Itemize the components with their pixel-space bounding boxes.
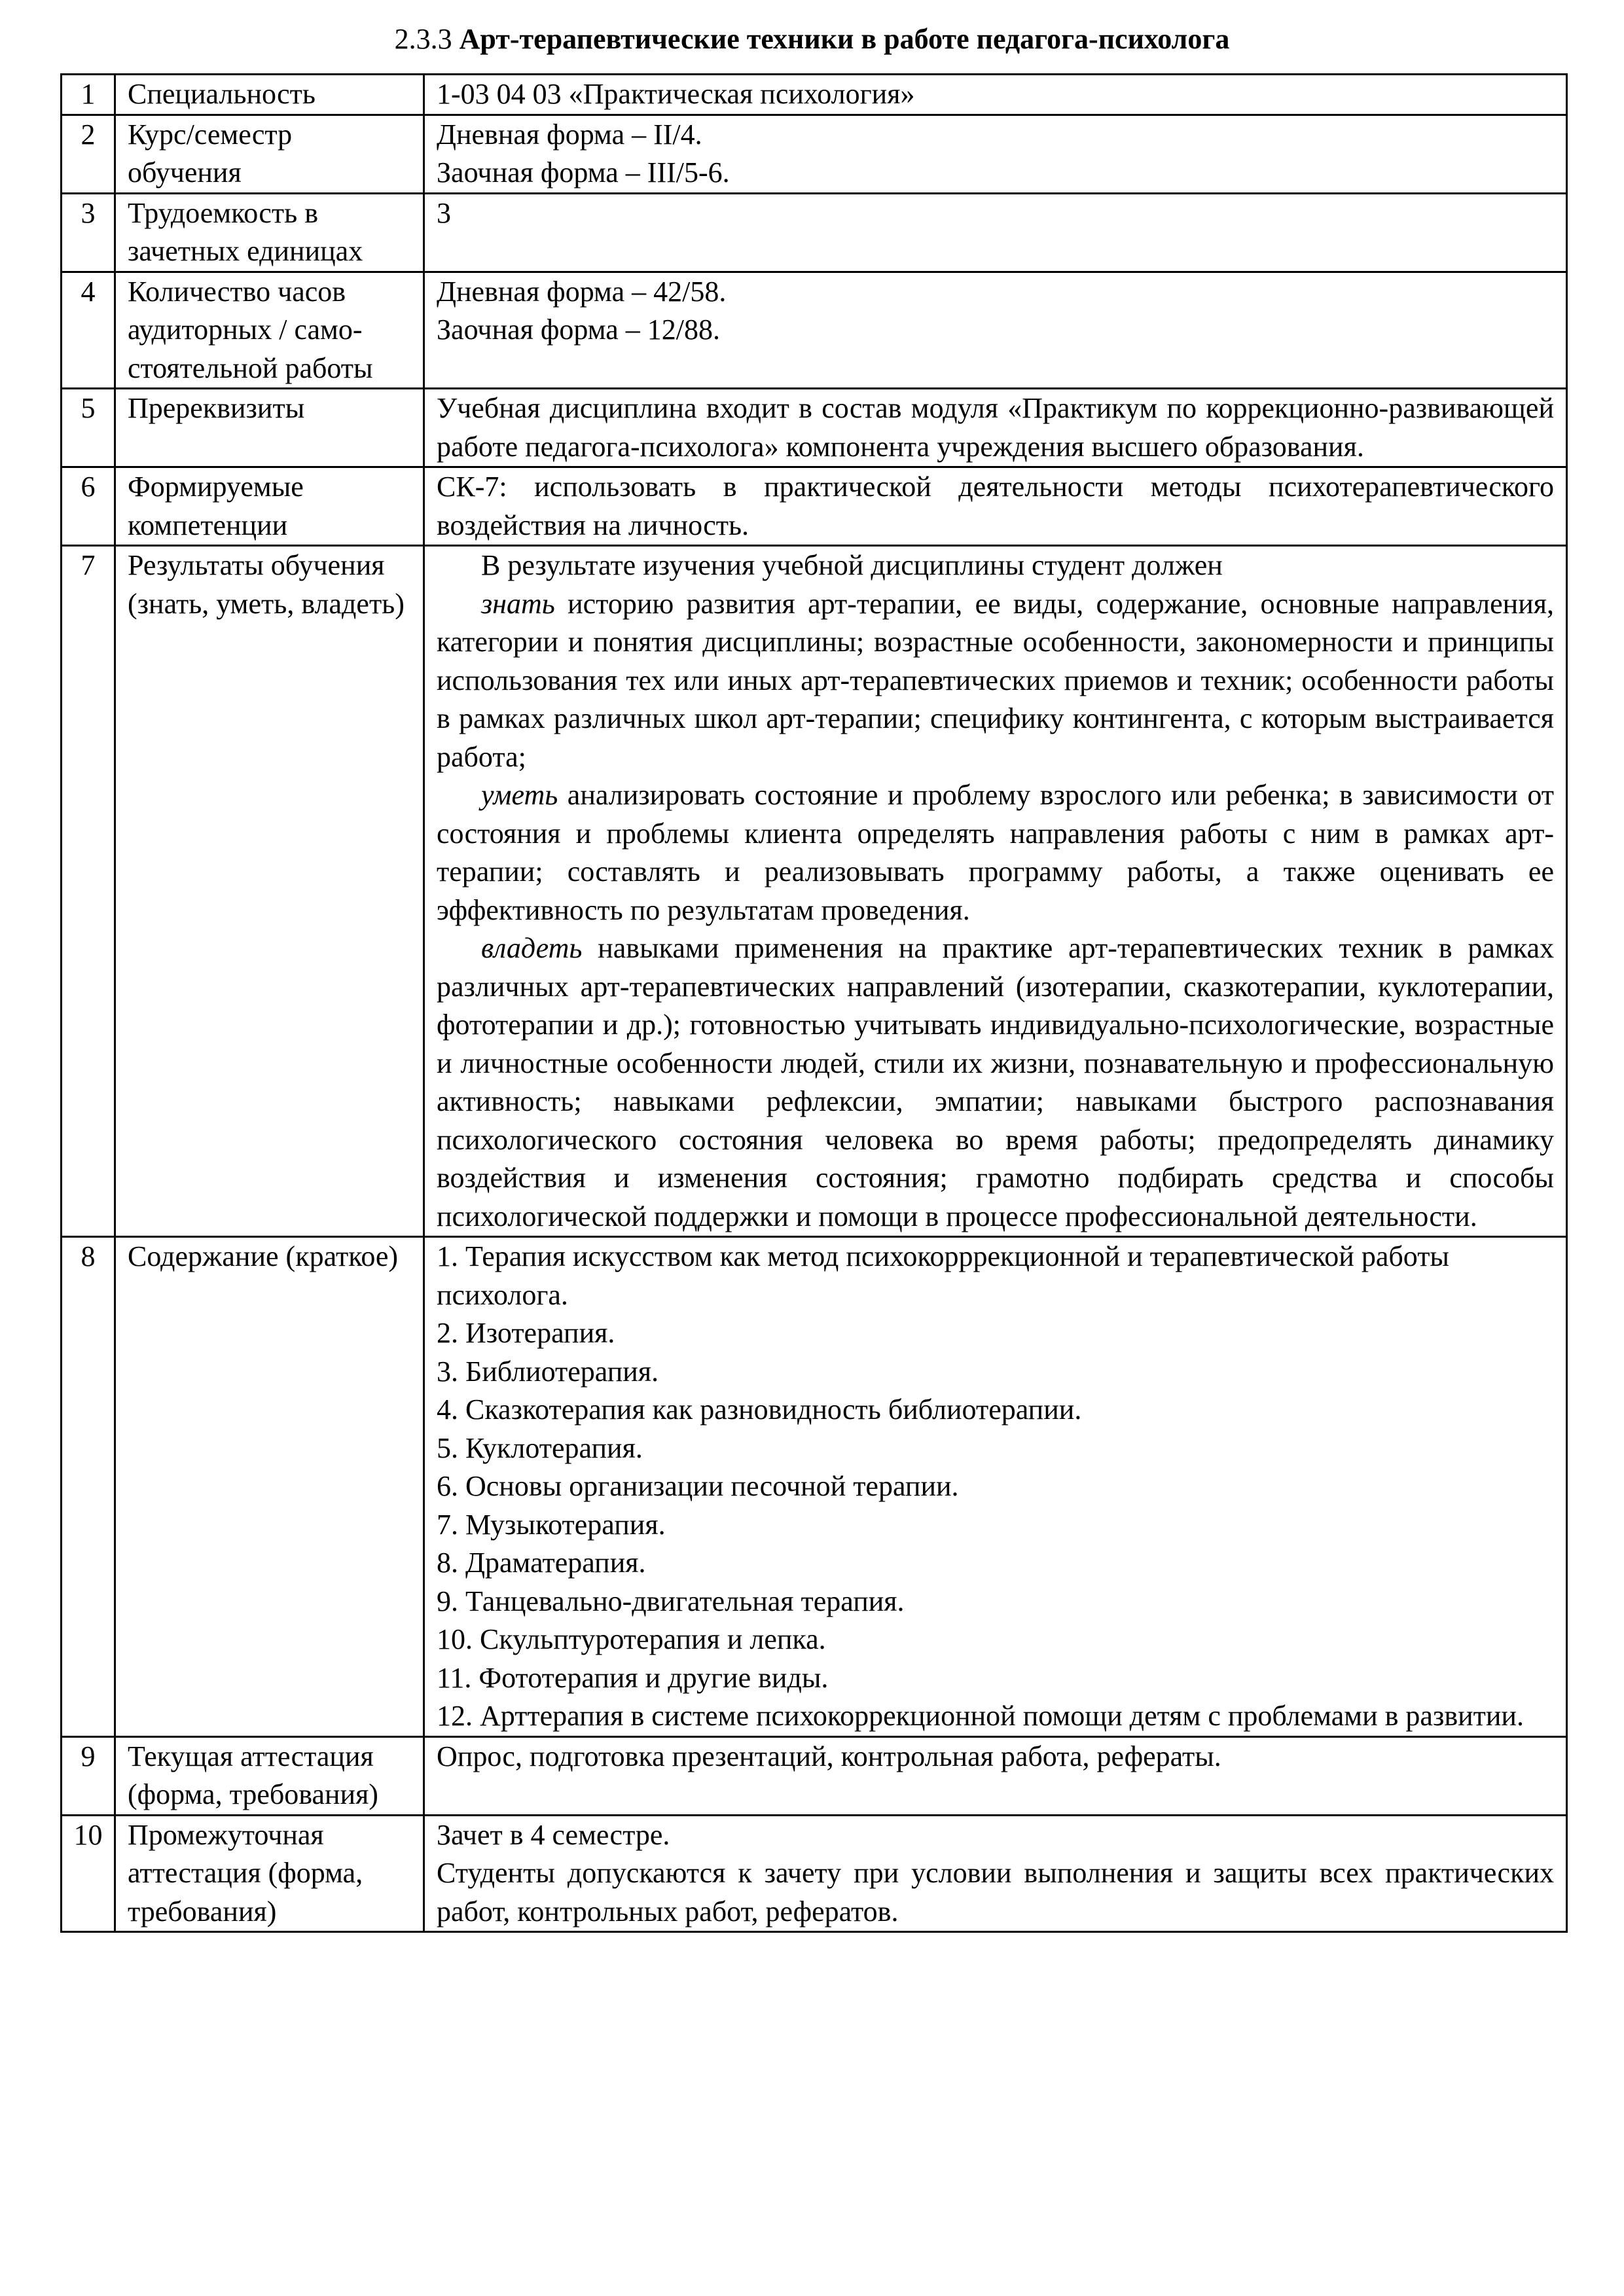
content-item: 2. Изотерапия. [437, 1317, 615, 1349]
row-value [424, 193, 1567, 272]
value-line: Зачет в 4 семестре. [437, 1818, 670, 1851]
content-item: 4. Сказкотерапия как разновидность библиотерапии. [437, 1393, 1082, 1426]
row-label: Специальность [115, 75, 424, 115]
content-item: 11. Фототерапия и другие виды. [437, 1661, 829, 1694]
row-value [424, 546, 1567, 1237]
table-row [62, 546, 1567, 1237]
table-row [62, 389, 1567, 467]
row-number: 9 [62, 1736, 115, 1815]
own-keyword: владеть [481, 932, 583, 964]
row-number: 6 [62, 467, 115, 546]
row-number: 4 [62, 272, 115, 389]
content-item: 12. Арттерапия в системе психокоррекционной помощи детям с проблемами в развитии. [437, 1700, 1524, 1732]
outcomes-intro: В результате изучения учебной дисциплины студент должен [481, 549, 1223, 581]
content-item: 6. Основы организации песочной терапии. [437, 1470, 959, 1502]
row-label: Трудоемкость в зачетных единицах [115, 193, 424, 272]
row-label: Курс/семестр обучения [115, 115, 424, 193]
content-item: 8. Драматерапия. [437, 1547, 646, 1579]
outcomes-own [437, 929, 1554, 1236]
value-line: 1-03 04 03 «Практическая психология» [437, 78, 915, 110]
content-item: 5. Куклотерапия. [437, 1431, 643, 1464]
discipline-table [60, 73, 1568, 1933]
value-text: Учебная дисциплина входит в состав модуля «Практикум по коррекционно-развивающей работе педагога-психолога» компонента учреждения высшего образования. [437, 392, 1554, 463]
table-row [62, 1237, 1567, 1737]
row-number: 7 [62, 546, 115, 1237]
row-label: Текущая аттестация (форма, требования) [115, 1736, 424, 1815]
value-line: Опрос, подготовка презентаций, контрольная работа, рефераты. [437, 1740, 1221, 1772]
value-line: 3 [437, 196, 451, 229]
row-label: Промежуточная аттестация (форма, требования) [115, 1815, 424, 1932]
content-item: 7. Музыкотерапия. [437, 1508, 666, 1541]
row-value [424, 1815, 1567, 1932]
section-title: Арт-терапевтические техники в работе педагога-психолога [459, 23, 1230, 55]
table-row [62, 193, 1567, 272]
row-number: 1 [62, 75, 115, 115]
table-row [62, 75, 1567, 115]
content-item: 9. Танцевально-двигательная терапия. [437, 1585, 905, 1617]
row-label: Количество часов аудиторных / само-стоятельной работы [115, 272, 424, 389]
value-line: Дневная форма – 42/58. [437, 275, 727, 308]
row-label: Формируемые компетенции [115, 467, 424, 546]
table-row [62, 272, 1567, 389]
can-text: анализировать состояние и проблему взрослого или ребенка; в зависимости от состояния и проблемы клиента определять направления работы с ним в рамках арт-терапии; составлять и реализовывать программу работы, а также оценивать ее эффективность по результатам проведения. [437, 779, 1554, 926]
know-text: историю развития арт-терапии, ее виды, содержание, основные направления, категории и понятия дисциплины; возрастные особенности, закономерности и принципы использования тех или иных арт-терапевтических приемов и техник; особенности работы в рамках различных школ арт-терапии; специфику контингента, с которым выстраивается работа; [437, 587, 1554, 773]
row-number: 3 [62, 193, 115, 272]
value-line: Дневная форма – II/4. [437, 118, 702, 151]
content-item: 10. Скульптуротерапия и лепка. [437, 1623, 826, 1655]
section-number: 2.3.3 [394, 23, 452, 55]
value-text: СК-7: использовать в практической деятельности методы психотерапевтического воздействия на личность. [437, 471, 1554, 541]
row-value [424, 389, 1567, 467]
outcomes-can [437, 776, 1554, 929]
row-label: Результаты обучения (знать, уметь, владеть) [115, 546, 424, 1237]
section-heading [0, 20, 1624, 59]
row-value [424, 1736, 1567, 1815]
value-line: Заочная форма – III/5-6. [437, 156, 730, 188]
table-row [62, 467, 1567, 546]
know-keyword: знать [481, 587, 555, 620]
content-item: 1. Терапия искусством как метод психокорррекционной и терапевтической работы психолога. [437, 1240, 1449, 1311]
value-text: Студенты допускаются к зачету при условии выполнения и защиты всех практических работ, контрольных работ, рефератов. [437, 1857, 1554, 1928]
row-value [424, 115, 1567, 193]
outcomes-know [437, 585, 1554, 777]
table-row [62, 1736, 1567, 1815]
table-row [62, 1815, 1567, 1932]
table-row [62, 115, 1567, 193]
value-line: Заочная форма – 12/88. [437, 314, 721, 346]
row-number: 8 [62, 1237, 115, 1737]
row-number: 5 [62, 389, 115, 467]
own-text: навыками применения на практике арт-терапевтических техник в рамках различных арт-терапевтических направлений (изотерапии, сказкотерапии, куклотерапии, фототерапии и др.); готовностью учитывать индивидуально-психологические, возрастные и личностные особенности людей, стили их жизни, познавательную и профессиональную активность; навыками рефлексии, эмпатии; навыками быстрого распознавания психологического состояния человека во время работы; предопределять динамику воздействия и изменения состояния; грамотно подбирать средства и способы психологической поддержки и помощи в процессе профессиональной деятельности. [437, 932, 1554, 1232]
row-value [424, 467, 1567, 546]
can-keyword: уметь [481, 779, 558, 811]
row-label: Содержание (краткое) [115, 1237, 424, 1737]
row-value [424, 1237, 1567, 1737]
content-item: 3. Библиотерапия. [437, 1355, 659, 1388]
row-value [424, 272, 1567, 389]
row-value [424, 75, 1567, 115]
row-label: Пререквизиты [115, 389, 424, 467]
row-number: 10 [62, 1815, 115, 1932]
row-number: 2 [62, 115, 115, 193]
